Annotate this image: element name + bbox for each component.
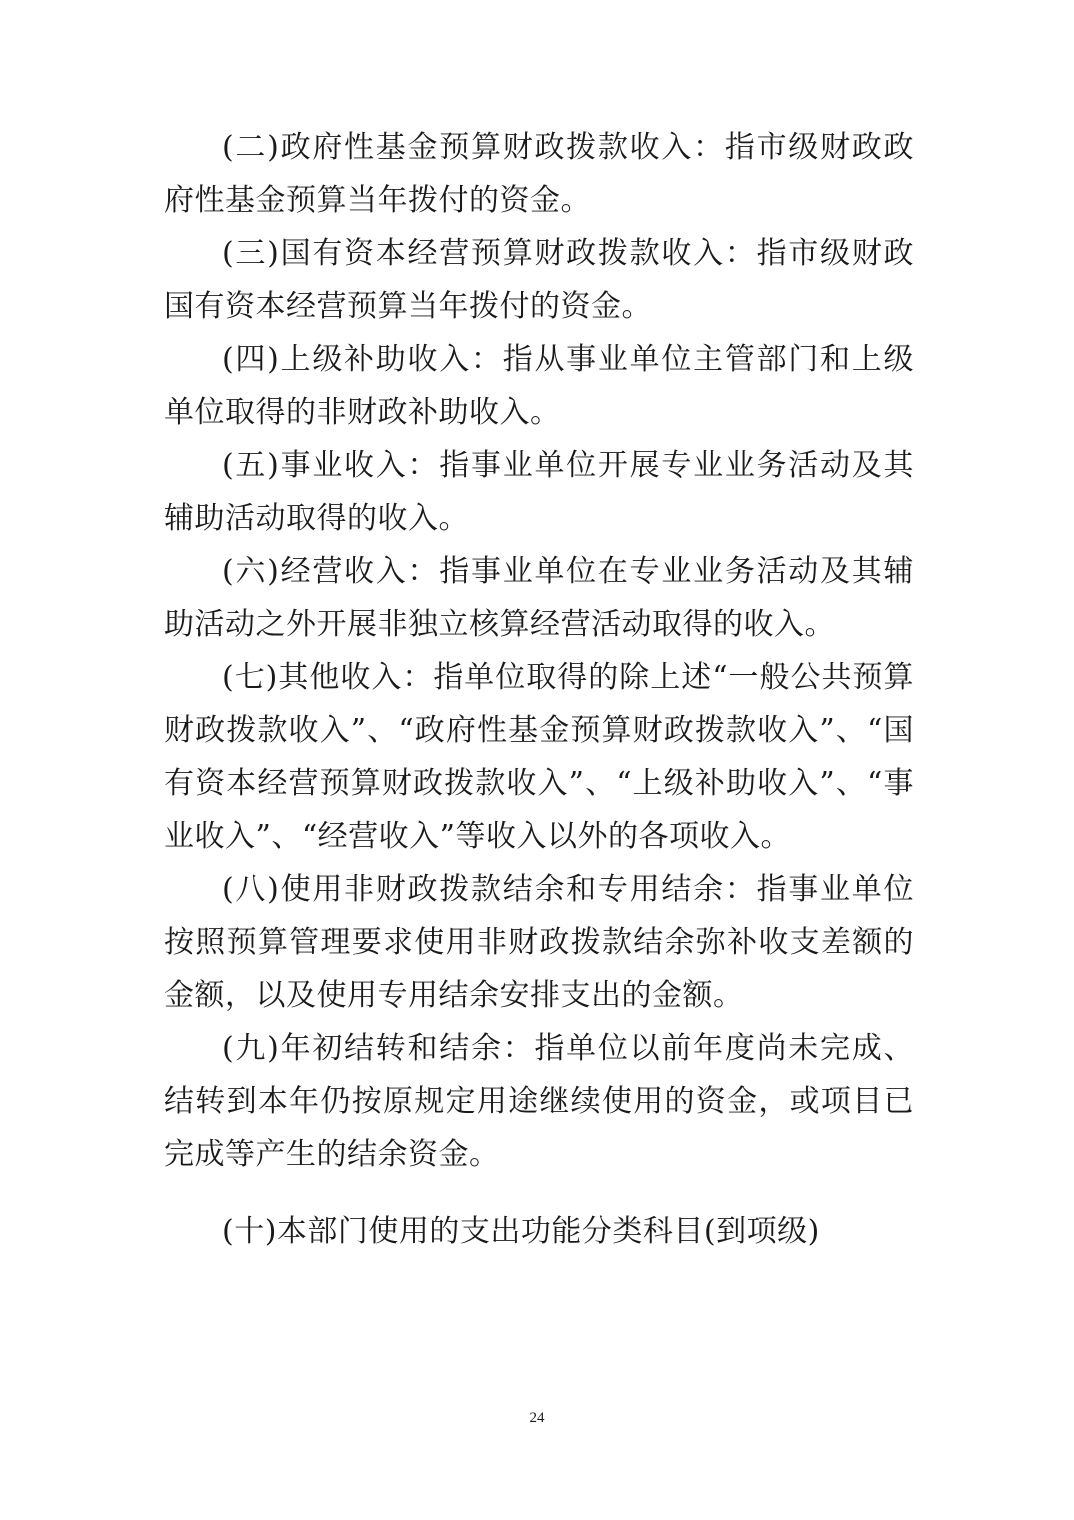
document-body bbox=[164, 121, 914, 1258]
paragraph-government-fund-appropriation: (二)政府性基金预算财政拨款收入：指市级财政政府性基金预算当年拨付的资金。 bbox=[164, 130, 914, 218]
paragraph-other-income: (七)其他收入：指单位取得的除上述“一般公共预算财政拨款收入”、“政府性基金预算财政拨款收入”、“国有资本经营预算财政拨款收入”、“上级补助收入”、“事业收入”、“经营收入”等收入以外的各项收入。 bbox=[164, 660, 914, 854]
paragraph-operating-income: (六)经营收入：指事业单位在专业业务活动及其辅助活动之外开展非独立核算经营活动取得的收入。 bbox=[164, 554, 914, 642]
paragraph-superior-subsidy-income: (四)上级补助收入：指从事业单位主管部门和上级单位取得的非财政补助收入。 bbox=[164, 342, 914, 430]
page-number: 24 bbox=[529, 1410, 545, 1426]
paragraph-business-income: (五)事业收入：指事业单位开展专业业务活动及其辅助活动取得的收入。 bbox=[164, 448, 914, 536]
paragraph-carryover-and-balance: (九)年初结转和结余：指单位以前年度尚未完成、结转到本年仍按原规定用途继续使用的资金，或项目已完成等产生的结余资金。 bbox=[164, 1031, 914, 1172]
paragraph-use-of-non-fiscal-balance: (八)使用非财政拨款结余和专用结余：指事业单位按照预算管理要求使用非财政拨款结余弥补收支差额的金额，以及使用专用结余安排支出的金额。 bbox=[164, 872, 914, 1013]
paragraph-expenditure-function-classification: (十)本部门使用的支出功能分类科目(到项级) bbox=[222, 1214, 820, 1249]
paragraph-state-capital-appropriation: (三)国有资本经营预算财政拨款收入：指市级财政国有资本经营预算当年拨付的资金。 bbox=[164, 236, 914, 324]
